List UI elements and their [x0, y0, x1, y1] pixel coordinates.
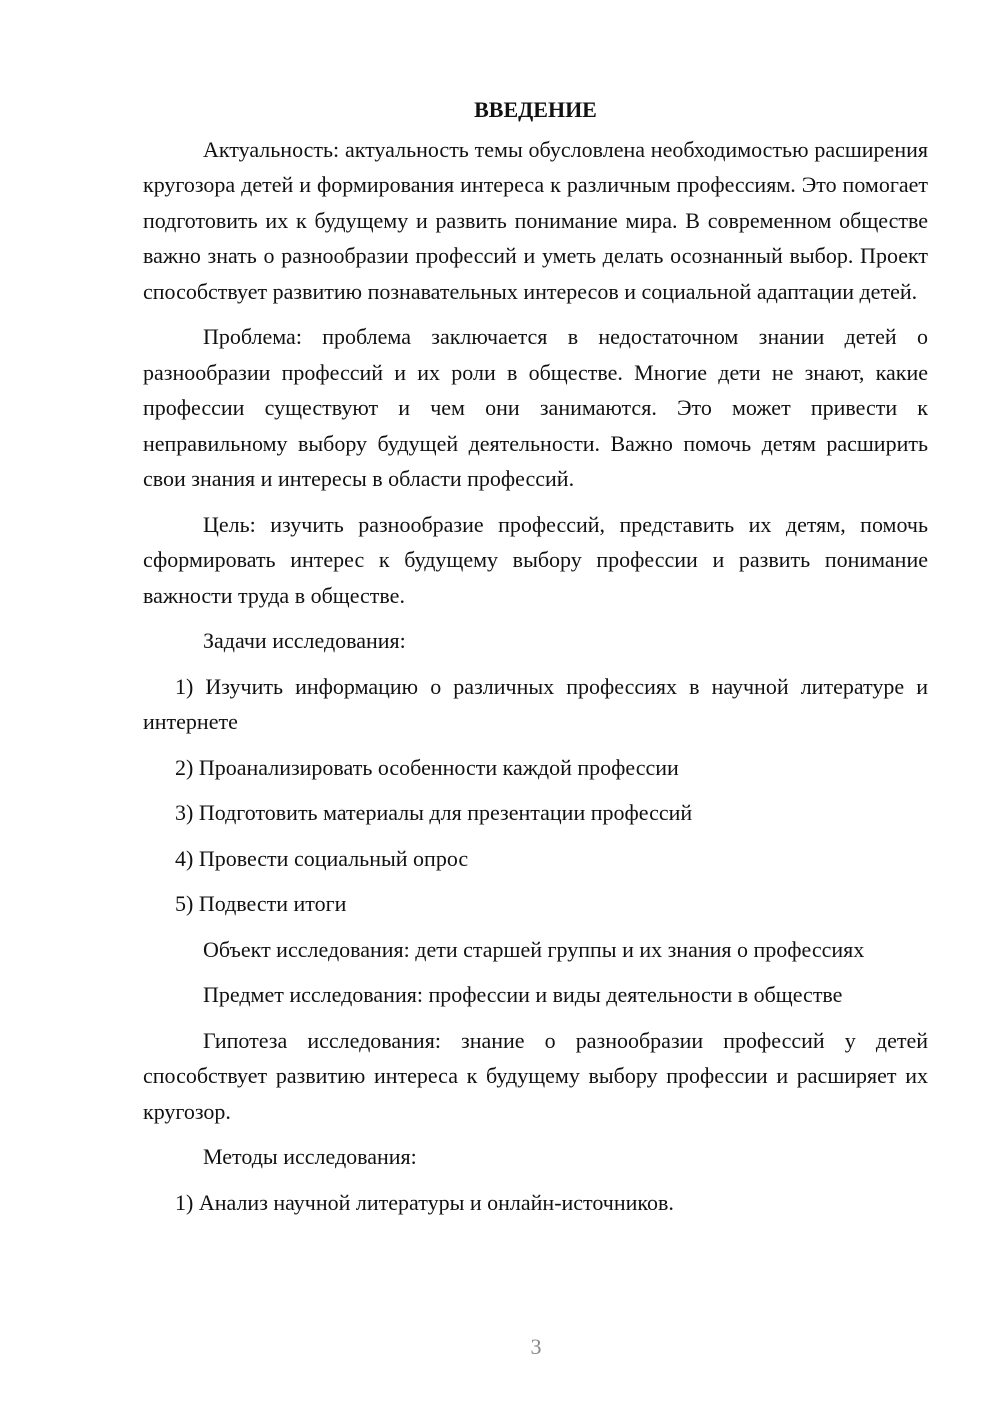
tasks-heading: Задачи исследования:: [203, 628, 406, 653]
task-item-2: 2) Проанализировать особенности каждой профессии: [175, 754, 679, 780]
hypothesis-paragraph: Гипотеза исследования: знание о разнообразии профессий у детей способствует развитию интереса к будущему выбору профессии и расширяет их кругозор.: [143, 1027, 928, 1124]
page-title: ВВЕДЕНИЕ: [474, 97, 597, 122]
page-content: [143, 92, 928, 1230]
object-paragraph: Объект исследования: дети старшей группы и их знания о профессиях: [203, 936, 865, 962]
task-item-5: 5) Подвести итоги: [175, 891, 347, 916]
relevance-paragraph: Актуальность: актуальность темы обусловлена необходимостью расширения кругозора детей и формирования интереса к различным профессиям. Это помогает подготовить их к будущему и развить понимание мира. В современном обществе важно знать о разнообразии профессий и уметь делать осознанный выбор. Проект способствует развитию познавательных интересов и социальной адаптации детей.: [143, 136, 928, 304]
methods-heading: Методы исследования:: [203, 1144, 417, 1169]
problem-paragraph: Проблема: проблема заключается в недостаточном знании детей о разнообразии профессий и их роли в обществе. Многие дети не знают, какие профессии существуют и чем они занимаются. Это может привести к неправильному выбору будущей деятельности. Важно помочь детям расширить свои знания и интересы в области профессий.: [143, 324, 928, 491]
goal-paragraph: Цель: изучить разнообразие профессий, представить их детям, помочь сформировать интерес к будущему выбору профессии и развить понимание важности труда в обществе.: [143, 511, 928, 608]
task-item-4: 4) Провести социальный опрос: [175, 845, 469, 871]
task-item-3: 3) Подготовить материалы для презентации профессий: [175, 800, 693, 825]
page-number: 3: [530, 1334, 542, 1359]
subject-paragraph: Предмет исследования: профессии и виды деятельности в обществе: [203, 982, 843, 1007]
method-item-1: 1) Анализ научной литературы и онлайн-источников.: [175, 1189, 674, 1215]
task-item-1: 1) Изучить информацию о различных профессиях в научной литературе и интернете: [143, 673, 928, 734]
